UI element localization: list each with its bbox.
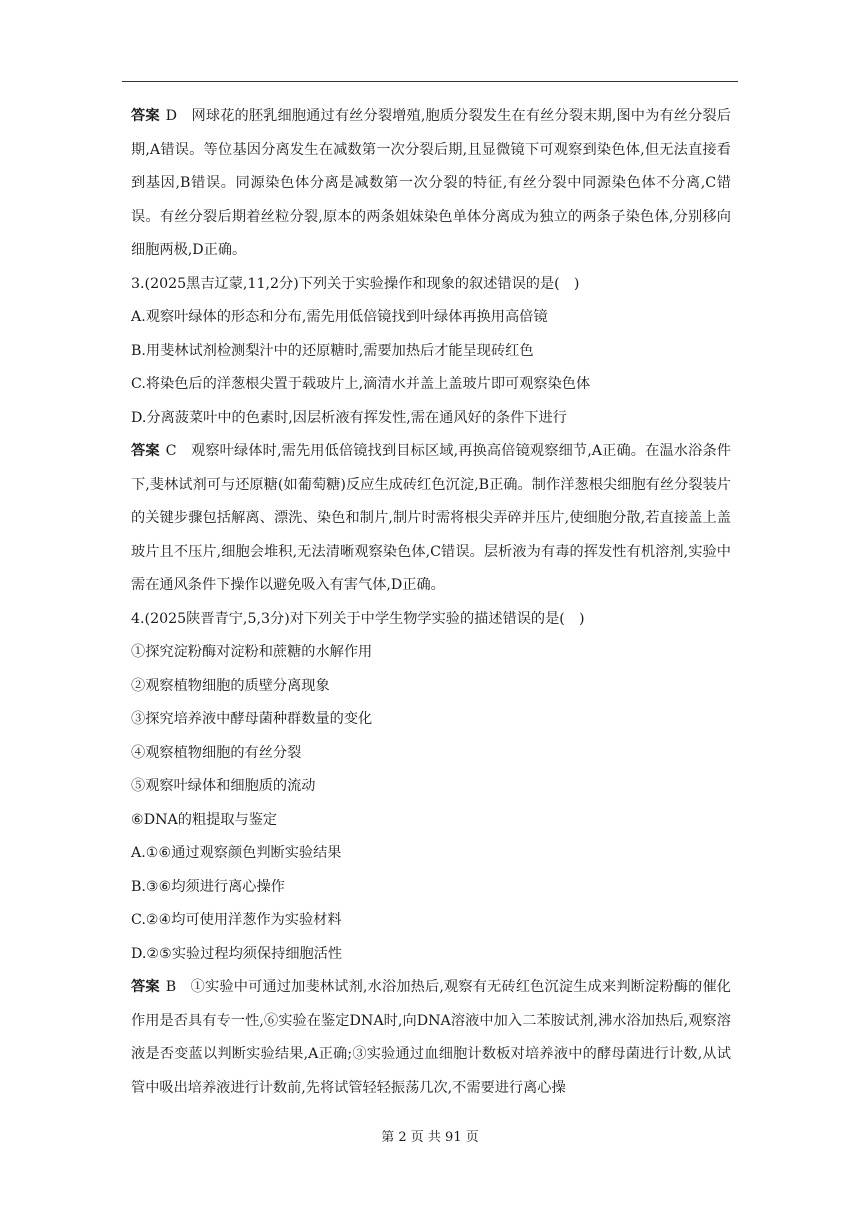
answer-4: [131, 971, 731, 1105]
q3-option-c: C.将染色后的洋葱根尖置于载玻片上,滴清水并盖上盖玻片即可观察染色体: [131, 376, 591, 392]
q4-option-d: D.②⑤实验过程均须保持细胞活性: [131, 945, 343, 962]
q4-option-a: A.①⑥通过观察颜色判断实验结果: [131, 845, 342, 861]
q4-item-3: ③探究培养液中酵母菌种群数量的变化: [131, 711, 373, 727]
question-3-stem: 3.(2025黑吉辽蒙,11,2分)下列关于实验操作和现象的叙述错误的是( ): [131, 275, 580, 292]
answer-text: C 观察叶绿体时,需先用低倍镜找到目标区域,再换高倍镜观察细节,A正确。在温水浴条件下,斐林试剂可与还原糖(如葡萄糖)反应生成砖红色沉淀,B正确。制作洋葱根尖细胞有丝分裂装片的关键步骤包括解离、漂洗、染色和制片,制片时需将根尖弄碎并压片,使细胞分散,若直接盖上盖玻片且不压片,细胞会堆积,无法清晰观察染色体,C错误。层析液为有毒的挥发性有机溶剂,实验中需在通风条件下操作以避免吸入有害气体,D正确。: [131, 443, 731, 593]
q3-option-d: D.分离菠菜叶中的色素时,因层析液有挥发性,需在通风好的条件下进行: [131, 409, 567, 426]
q4-item-5: ⑤观察叶绿体和细胞质的流动: [131, 778, 316, 794]
q4-item-1: ①探究淀粉酶对淀粉和蔗糖的水解作用: [131, 644, 373, 660]
q4-option-b: B.③⑥均须进行离心操作: [131, 878, 285, 895]
page-content: [131, 100, 731, 1105]
q4-option-c: C.②④均可使用洋葱作为实验材料: [131, 912, 342, 928]
q3-option-b: B.用斐林试剂检测梨汁中的还原糖时,需要加热后才能呈现砖红色: [131, 342, 534, 359]
answer-text: B ①实验中可通过加斐林试剂,水浴加热后,观察有无砖红色沉淀生成来判断淀粉酶的催化作用是否具有专一性,⑥实验在鉴定DNA时,向DNA溶液中加入二苯胺试剂,沸水浴加热后,观察溶液是否变蓝以判断实验结果,A正确;③实验通过血细胞计数板对培养液中的酵母菌进行计数,从试管中吸出培养液进行计数前,先将试管轻轻振荡几次,不需要进行离心操: [131, 979, 731, 1096]
answer-3: [131, 435, 731, 603]
answer-2: [131, 100, 731, 268]
question-4-stem: 4.(2025陕晋青宁,5,3分)对下列关于中学生物学实验的描述错误的是( ): [131, 610, 585, 627]
answer-text: D 网球花的胚乳细胞通过有丝分裂增殖,胞质分裂发生在有丝分裂末期,图中为有丝分裂后期,A错误。等位基因分离发生在减数第一次分裂后期,且显微镜下可观察到染色体,但无法直接看到基因,B错误。同源染色体分离是减数第一次分裂的特征,有丝分裂中同源染色体不分离,C错误。有丝分裂后期着丝粒分裂,原本的两条姐妹染色单体分离成为独立的两条子染色体,分别移向细胞两极,D正确。: [131, 108, 731, 258]
header-rule: [122, 81, 738, 82]
page-footer: 第 2 页 共 91 页: [381, 1130, 479, 1145]
answer-label: 答案: [131, 443, 160, 459]
q4-item-4: ④观察植物细胞的有丝分裂: [131, 744, 302, 761]
q3-option-a: A.观察叶绿体的形态和分布,需先用低倍镜找到叶绿体再换用高倍镜: [131, 309, 548, 325]
answer-label: 答案: [131, 979, 160, 995]
q4-item-2: ②观察植物细胞的质壁分离现象: [131, 677, 330, 694]
answer-label: 答案: [131, 108, 160, 124]
q4-item-6: ⑥DNA的粗提取与鉴定: [131, 811, 278, 828]
